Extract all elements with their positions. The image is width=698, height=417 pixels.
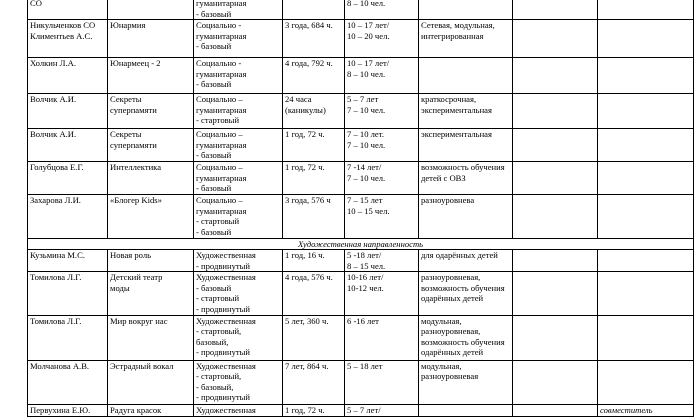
cell-age: 6 -16 лет xyxy=(345,315,419,360)
cell-form xyxy=(419,404,513,416)
cell-program: Юнармия xyxy=(108,20,194,58)
table-row xyxy=(28,129,694,162)
cell-age: 7 – 10 лет. 7 – 10 чел. xyxy=(345,129,419,162)
cell-teacher: Волчик А.И. xyxy=(28,94,108,129)
cell-note xyxy=(598,272,694,315)
cell-duration: 3 года, 576 ч xyxy=(283,194,345,238)
cell-note xyxy=(598,194,694,238)
table-row xyxy=(28,404,694,416)
cell-teacher: Холкин Л.А. xyxy=(28,58,108,94)
section-title: Художественная направленность xyxy=(28,238,694,249)
table-row xyxy=(28,58,694,94)
cell-teacher: Волчик А.И. xyxy=(28,129,108,162)
cell-direction: Социально – гуманитарная - базовый xyxy=(194,129,283,162)
table-body-social xyxy=(28,0,694,238)
cell-age: 5 -18 лет/ 8 – 15 чел. xyxy=(345,249,419,271)
cell-empty xyxy=(513,315,598,360)
table-row xyxy=(28,94,694,129)
cell-teacher: Молчанова А.В. xyxy=(28,360,108,404)
cell-duration: 1 год, 72 ч. xyxy=(283,404,345,416)
cell-empty xyxy=(513,58,598,94)
cell-empty xyxy=(513,194,598,238)
table-row xyxy=(28,249,694,271)
cell-teacher: Томилова Л.Г. xyxy=(28,272,108,315)
cell-teacher: Первухина Е.Ю. xyxy=(28,404,108,416)
cell-direction: Художественная - стартовый, базовый, - продвинутый xyxy=(194,315,283,360)
cell-duration xyxy=(283,0,345,20)
cell-direction: Социально – гуманитарная - стартовый - базовый xyxy=(194,194,283,238)
cell-form: возможность обучения детей с ОВЗ xyxy=(419,162,513,195)
cell-empty xyxy=(513,94,598,129)
cell-form: для одарённых детей xyxy=(419,249,513,271)
cell-empty xyxy=(513,272,598,315)
cell-teacher: Кузьмина М.С. xyxy=(28,249,108,271)
cell-note xyxy=(598,249,694,271)
cell-form: модульная, разноуровневая, возможность обучения одарённых детей xyxy=(419,315,513,360)
cell-empty xyxy=(513,360,598,404)
cell-form: разноуровневая, возможность обучения одарённых детей xyxy=(419,272,513,315)
cell-age: 10 – 17 лет/ 8 – 10 чел. xyxy=(345,58,419,94)
cell-note: совместитель xyxy=(598,404,694,416)
table-row xyxy=(28,162,694,195)
cell-duration: 1 год, 72 ч. xyxy=(283,162,345,195)
section-header-art xyxy=(28,238,694,249)
cell-teacher: Никульченков СО Климентьев А.С. xyxy=(28,20,108,58)
cell-direction: Социально – гуманитарная - базовый xyxy=(194,162,283,195)
cell-empty xyxy=(513,162,598,195)
cell-duration: 1 год, 16 ч. xyxy=(283,249,345,271)
cell-program: Детский театр моды xyxy=(108,272,194,315)
cell-program: Мир вокруг нас xyxy=(108,315,194,360)
cell-age: 5 – 7 лет 7 – 10 чел. xyxy=(345,94,419,129)
cell-duration: 4 года, 792 ч. xyxy=(283,58,345,94)
cell-direction: Художественная - стартовый, - базовый, - продвинутый xyxy=(194,360,283,404)
cell-age: 10 – 17 лет/ 10 – 20 чел. xyxy=(345,20,419,58)
cell-age: 5 – 7 лет/ xyxy=(345,404,419,416)
cell-age: 5 – 18 лет xyxy=(345,360,419,404)
cell-note xyxy=(598,129,694,162)
cell-empty xyxy=(513,20,598,58)
cell-program: Новая роль xyxy=(108,249,194,271)
cell-direction: Социально - гуманитарная - базовый xyxy=(194,20,283,58)
cell-form xyxy=(419,58,513,94)
cell-duration: 3 года, 684 ч. xyxy=(283,20,345,58)
cell-note xyxy=(598,360,694,404)
cell-direction: Художественная xyxy=(194,404,283,416)
cell-form xyxy=(419,0,513,20)
cell-program xyxy=(108,0,194,20)
table-row xyxy=(28,194,694,238)
cell-teacher: Томилова Л.Г. xyxy=(28,315,108,360)
cell-program: Радуга красок xyxy=(108,404,194,416)
cell-teacher: Голубцова Е.Г. xyxy=(28,162,108,195)
cell-empty xyxy=(513,404,598,416)
cell-direction: Художественная - продвинутый xyxy=(194,249,283,271)
cell-duration: 1 год, 72 ч. xyxy=(283,129,345,162)
cell-direction: Художественная - базовый - стартовый - продвинутый xyxy=(194,272,283,315)
cell-program: Интеллектика xyxy=(108,162,194,195)
cell-age: 8 – 10 чел. xyxy=(345,0,419,20)
cell-note xyxy=(598,20,694,58)
table-row xyxy=(28,20,694,58)
cell-form: экспериментальная xyxy=(419,129,513,162)
cell-duration: 4 года, 576 ч. xyxy=(283,272,345,315)
table-body-art xyxy=(28,249,694,416)
table-row xyxy=(28,360,694,404)
cell-program: Секреты суперпамяти xyxy=(108,129,194,162)
cell-note xyxy=(598,315,694,360)
cell-form: Сетевая, модульная, интегрированная xyxy=(419,20,513,58)
cell-empty xyxy=(513,129,598,162)
cell-age: 7 – 15 лет 10 – 15 чел. xyxy=(345,194,419,238)
table-row xyxy=(28,272,694,315)
cell-teacher: Захарова Л.И. xyxy=(28,194,108,238)
cell-duration: 24 часа (каникулы) xyxy=(283,94,345,129)
cell-form: разноуровнева xyxy=(419,194,513,238)
cell-form: краткосрочная, экспериментальная xyxy=(419,94,513,129)
programs-table xyxy=(27,0,694,417)
cell-age: 7 -14 лет/ 7 – 10 чел. xyxy=(345,162,419,195)
cell-teacher: СО xyxy=(28,0,108,20)
cell-program: «Блогер Kids» xyxy=(108,194,194,238)
cell-note xyxy=(598,0,694,20)
cell-direction: гуманитарная - базовый xyxy=(194,0,283,20)
cell-form: модульная, разноуровневая xyxy=(419,360,513,404)
cell-direction: Социально - гуманитарная - базовый xyxy=(194,58,283,94)
cell-age: 10-16 лет/ 10-12 чел. xyxy=(345,272,419,315)
table-row xyxy=(28,315,694,360)
cell-program: Секреты суперпамяти xyxy=(108,94,194,129)
cell-direction: Социально – гуманитарная - стартовый xyxy=(194,94,283,129)
cell-empty xyxy=(513,0,598,20)
cell-note xyxy=(598,94,694,129)
cell-program: Эстрадный вокал xyxy=(108,360,194,404)
cell-duration: 7 лет, 864 ч. xyxy=(283,360,345,404)
cell-duration: 5 лет, 360 ч. xyxy=(283,315,345,360)
cell-note xyxy=(598,162,694,195)
cell-empty xyxy=(513,249,598,271)
cell-program: Юнармеец - 2 xyxy=(108,58,194,94)
cell-note xyxy=(598,58,694,94)
table-row xyxy=(28,0,694,20)
